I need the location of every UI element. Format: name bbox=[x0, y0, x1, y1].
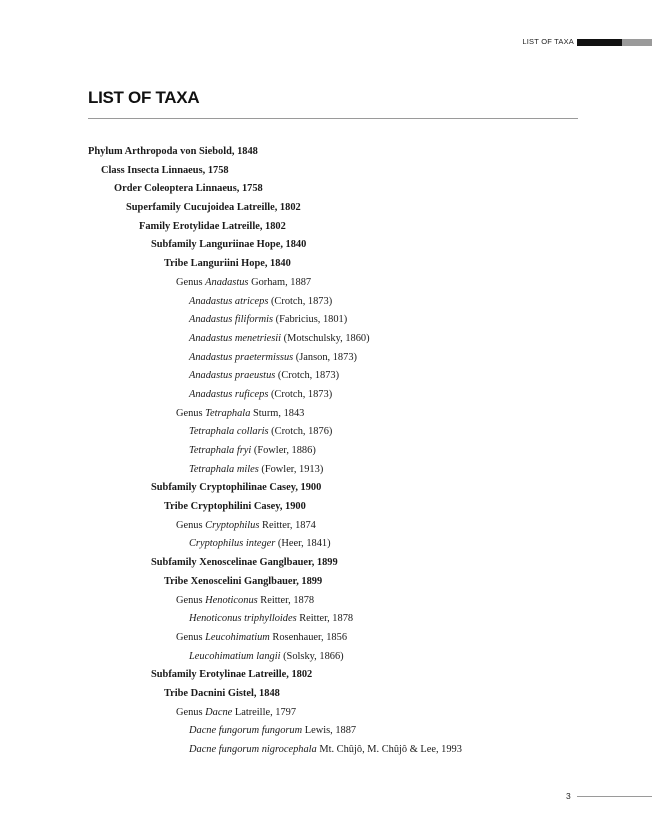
taxon-row bbox=[88, 573, 608, 592]
taxon-row bbox=[88, 741, 608, 760]
taxon-authority: (Crotch, 1873) bbox=[268, 388, 333, 400]
taxon-authority: Gorham, 1887 bbox=[248, 276, 312, 288]
taxon-row bbox=[88, 143, 608, 162]
taxon-row bbox=[88, 236, 608, 255]
taxon-row bbox=[88, 311, 608, 330]
taxon-authority: Class Insecta Linnaeus, 1758 bbox=[101, 164, 229, 176]
taxon-row bbox=[88, 517, 608, 536]
taxon-name: Dacne bbox=[205, 706, 233, 718]
taxon-row bbox=[88, 199, 608, 218]
taxon-authority: (Motschulsky, 1860) bbox=[281, 332, 370, 344]
taxon-authority: Subfamily Erotylinae Latreille, 1802 bbox=[151, 669, 313, 681]
taxon-authority: Subfamily Cryptophilinae Casey, 1900 bbox=[151, 482, 322, 494]
taxon-row bbox=[88, 423, 608, 442]
taxon-authority: Sturm, 1843 bbox=[250, 407, 305, 419]
taxon-row bbox=[88, 255, 608, 274]
taxon-name: Tetraphala miles bbox=[189, 463, 259, 475]
taxon-authority: Tribe Cryptophilini Casey, 1900 bbox=[164, 501, 306, 513]
taxon-name: Anadastus ruficeps bbox=[189, 388, 269, 400]
taxon-authority: (Heer, 1841) bbox=[275, 538, 331, 550]
taxon-name: Tetraphala collaris bbox=[189, 426, 269, 438]
taxon-authority: Superfamily Cucujoidea Latreille, 1802 bbox=[126, 202, 301, 214]
taxon-row bbox=[88, 666, 608, 685]
running-head-gray-bar bbox=[622, 39, 652, 46]
taxon-row bbox=[88, 367, 608, 386]
taxon-row bbox=[88, 479, 608, 498]
taxon-authority: Rosenhauer, 1856 bbox=[269, 631, 348, 643]
taxon-row bbox=[88, 274, 608, 293]
page-number: 3 bbox=[566, 791, 571, 801]
taxon-authority: (Fowler, 1886) bbox=[251, 445, 316, 456]
taxon-name: Cryptophilus integer bbox=[189, 538, 276, 550]
taxon-authority: Mt. Chûjô, M. Chûjô & Lee, 1993 bbox=[316, 744, 462, 755]
taxon-name: Henoticonus triphylloides bbox=[189, 613, 297, 625]
taxon-row bbox=[88, 180, 608, 199]
taxon-row bbox=[88, 218, 608, 237]
running-head-dark-bar bbox=[577, 39, 622, 46]
title-divider bbox=[88, 118, 578, 119]
taxa-list bbox=[88, 143, 608, 760]
taxon-authority: (Fowler, 1913) bbox=[258, 463, 324, 475]
running-head-label: LIST OF TAXA bbox=[522, 37, 574, 46]
taxon-authority: Reitter, 1878 bbox=[296, 613, 354, 625]
taxon-row bbox=[88, 330, 608, 349]
taxon-authority: Tribe Xenoscelini Ganglbauer, 1899 bbox=[164, 575, 323, 587]
taxon-rank: Genus bbox=[176, 276, 206, 288]
taxon-row bbox=[88, 349, 608, 368]
footer-rule bbox=[577, 796, 652, 797]
taxon-authority: Order Coleoptera Linnaeus, 1758 bbox=[114, 183, 263, 195]
taxon-name: Anadastus atriceps bbox=[189, 295, 269, 307]
taxon-rank: Genus bbox=[176, 706, 206, 718]
taxon-name: Anadastus menetriesii bbox=[189, 332, 282, 344]
taxon-row bbox=[88, 498, 608, 517]
taxon-authority: Tribe Dacnini Gistel, 1848 bbox=[164, 687, 280, 699]
taxon-row bbox=[88, 722, 608, 741]
taxon-row bbox=[88, 610, 608, 629]
taxon-row bbox=[88, 405, 608, 424]
taxon-authority: Subfamily Languriinae Hope, 1840 bbox=[151, 239, 307, 251]
taxon-row bbox=[88, 629, 608, 648]
taxon-name: Anadastus praetermissus bbox=[189, 351, 294, 363]
taxon-row bbox=[88, 592, 608, 611]
taxon-rank: Genus bbox=[176, 631, 206, 643]
page-footer bbox=[566, 791, 652, 801]
taxon-row bbox=[88, 648, 608, 667]
taxon-authority: (Crotch, 1873) bbox=[268, 295, 333, 307]
taxon-row bbox=[88, 554, 608, 573]
taxon-authority: Reitter, 1874 bbox=[259, 519, 316, 531]
taxon-authority: Family Erotylidae Latreille, 1802 bbox=[139, 220, 286, 232]
taxon-row bbox=[88, 461, 608, 480]
taxon-authority: Phylum Arthropoda von Siebold, 1848 bbox=[88, 146, 258, 157]
taxon-authority: (Crotch, 1876) bbox=[268, 426, 333, 438]
taxon-name: Anadastus praeustus bbox=[189, 370, 276, 382]
taxon-authority: (Solsky, 1866) bbox=[280, 650, 344, 662]
taxon-authority: Tribe Languriini Hope, 1840 bbox=[164, 258, 291, 270]
page-title: LIST OF TAXA bbox=[88, 88, 200, 107]
taxon-row bbox=[88, 162, 608, 181]
taxon-authority: Reitter, 1878 bbox=[257, 594, 315, 606]
taxon-name: Leucohimatium langii bbox=[189, 650, 281, 662]
taxon-name: Dacne fungorum nigrocephala bbox=[189, 744, 317, 755]
taxon-row bbox=[88, 704, 608, 723]
taxon-row bbox=[88, 293, 608, 312]
taxon-row bbox=[88, 535, 608, 554]
taxon-row bbox=[88, 386, 608, 405]
taxon-name: Leucohimatium bbox=[205, 631, 270, 643]
taxon-name: Dacne fungorum fungorum bbox=[189, 725, 303, 737]
taxon-authority: (Fabricius, 1801) bbox=[273, 314, 348, 326]
taxon-name: Henoticonus bbox=[205, 594, 258, 606]
taxon-name: Anadastus bbox=[205, 276, 249, 288]
taxon-name: Tetraphala bbox=[205, 407, 251, 419]
taxon-name: Cryptophilus bbox=[205, 519, 260, 531]
taxon-rank: Genus bbox=[176, 594, 206, 606]
taxon-row bbox=[88, 442, 608, 461]
taxon-name: Anadastus filiformis bbox=[189, 314, 274, 326]
taxon-authority: (Crotch, 1873) bbox=[275, 370, 340, 382]
taxon-authority: Subfamily Xenoscelinae Ganglbauer, 1899 bbox=[151, 557, 338, 569]
taxon-authority: Latreille, 1797 bbox=[232, 706, 297, 718]
taxon-name: Tetraphala fryi bbox=[189, 445, 252, 456]
taxon-rank: Genus bbox=[176, 519, 206, 531]
taxon-rank: Genus bbox=[176, 407, 206, 419]
taxon-authority: Lewis, 1887 bbox=[302, 725, 357, 737]
running-head bbox=[522, 38, 652, 46]
taxon-row bbox=[88, 685, 608, 704]
taxon-authority: (Janson, 1873) bbox=[293, 351, 357, 363]
